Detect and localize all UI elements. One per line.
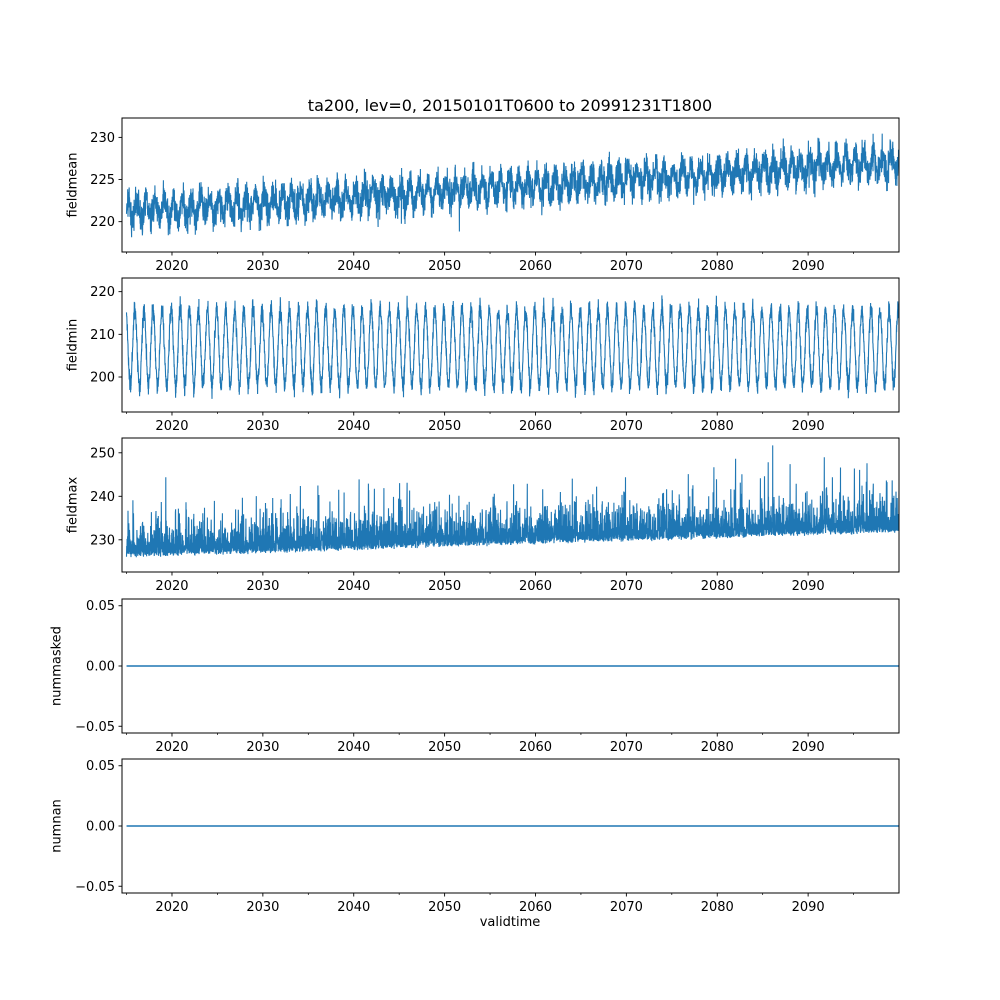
y-tick-label: 0.05 <box>86 759 115 775</box>
x-tick-label: 2060 <box>518 579 553 594</box>
x-tick-label: 2020 <box>155 579 189 594</box>
x-tick-label: 2040 <box>337 740 371 755</box>
x-tick-label: 2090 <box>791 740 825 755</box>
y-tick-label: 200 <box>90 370 115 386</box>
x-tick-label: 2020 <box>155 900 189 915</box>
x-tick-label: 2020 <box>155 259 189 274</box>
x-tick-label: 2070 <box>609 900 643 915</box>
x-tick-label: 2080 <box>700 579 734 594</box>
y-tick-label: −0.05 <box>75 719 115 735</box>
x-tick-label: 2070 <box>609 259 643 274</box>
x-tick-label: 2080 <box>700 259 734 274</box>
x-tick-label: 2090 <box>791 579 825 594</box>
y-axis-label-fieldmax: fieldmax <box>65 476 81 534</box>
x-axis-label: validtime <box>479 915 541 930</box>
x-tick-label: 2020 <box>155 740 189 755</box>
x-tick-label: 2050 <box>428 579 462 594</box>
x-tick-label: 2050 <box>428 900 462 915</box>
y-tick-label: 220 <box>90 285 115 301</box>
x-tick-label: 2020 <box>155 419 189 434</box>
series-line-fieldmean <box>127 134 900 238</box>
x-tick-label: 2030 <box>246 259 280 274</box>
x-tick-label: 2080 <box>700 740 734 755</box>
y-axis-label-numnan: numnan <box>49 799 65 853</box>
y-tick-label: 250 <box>90 446 115 462</box>
y-axis-label-fieldmean: fieldmean <box>65 152 81 218</box>
y-tick-label: 210 <box>90 327 115 343</box>
x-tick-label: 2030 <box>246 419 280 434</box>
figure-title: ta200, lev=0, 20150101T0600 to 20991231T1800 <box>307 96 713 115</box>
y-tick-label: −0.05 <box>75 879 115 895</box>
x-tick-label: 2040 <box>337 259 371 274</box>
y-tick-label: 220 <box>90 215 115 231</box>
x-tick-label: 2030 <box>246 900 280 915</box>
x-tick-label: 2060 <box>518 259 553 274</box>
y-tick-label: 0.05 <box>86 599 115 615</box>
x-tick-label: 2060 <box>518 900 553 915</box>
x-tick-label: 2050 <box>428 740 462 755</box>
y-axis-label-nummasked: nummasked <box>49 626 65 706</box>
x-tick-label: 2030 <box>246 740 280 755</box>
y-tick-label: 240 <box>90 489 115 505</box>
series-line-fieldmin <box>127 295 900 399</box>
y-tick-label: 0.00 <box>86 659 115 675</box>
x-tick-label: 2040 <box>337 900 371 915</box>
x-tick-label: 2050 <box>428 419 462 434</box>
x-tick-label: 2090 <box>791 259 825 274</box>
x-tick-label: 2030 <box>246 579 280 594</box>
y-tick-label: 0.00 <box>86 819 115 835</box>
x-tick-label: 2070 <box>609 579 643 594</box>
y-tick-label: 225 <box>90 173 115 189</box>
y-tick-label: 230 <box>90 130 115 146</box>
x-tick-label: 2080 <box>700 419 734 434</box>
x-tick-label: 2040 <box>337 419 371 434</box>
y-axis-label-fieldmin: fieldmin <box>65 318 81 372</box>
x-tick-label: 2070 <box>609 740 643 755</box>
x-tick-label: 2060 <box>518 419 553 434</box>
series-line-fieldmax <box>127 445 900 557</box>
x-tick-label: 2090 <box>791 900 825 915</box>
x-tick-label: 2040 <box>337 579 371 594</box>
x-tick-label: 2070 <box>609 419 643 434</box>
x-tick-label: 2060 <box>518 740 553 755</box>
x-tick-label: 2080 <box>700 900 734 915</box>
x-tick-label: 2050 <box>428 259 462 274</box>
x-tick-label: 2090 <box>791 419 825 434</box>
y-tick-label: 230 <box>90 533 115 549</box>
